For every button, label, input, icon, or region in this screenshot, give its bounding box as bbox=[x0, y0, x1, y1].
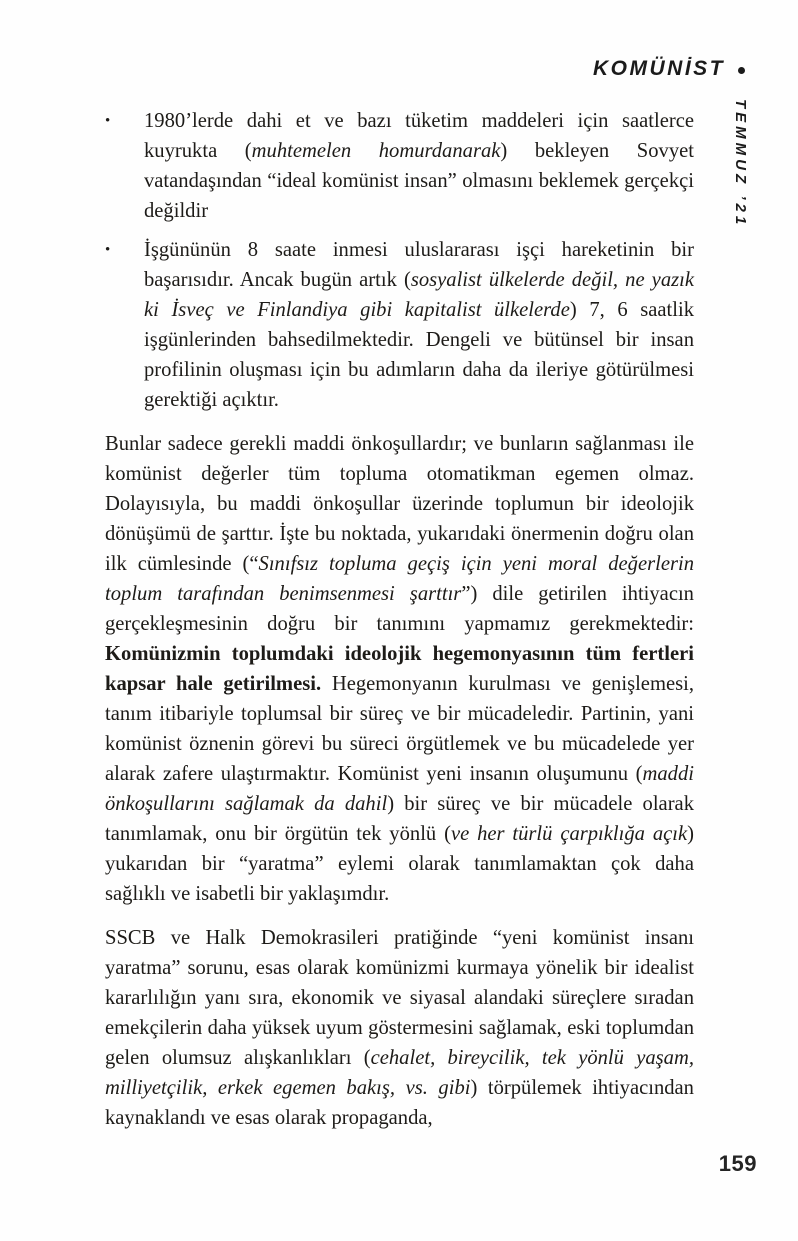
bullet-marker-icon: • bbox=[105, 113, 111, 129]
paragraph: Bunlar sadece gerekli maddi önkoşullardır; ve bunların sağlanması ile komünist değerler tüm topluma otomatikman egemen olmaz. Dolayısıyla, bu maddi önkoşullar üzerinde toplumun bir ideolojik dönüşümü de şarttır. İşte bu noktada, yukarıdaki önermenin doğru olan ilk cümlesinde (“Sınıfsız topluma geçiş için yeni moral değerlerin toplum tarafından benimsenmesi şarttır”) dile getirilen ihtiyacın gerçekleşmesinin doğru bir tanımını yapmamız gerekmektedir: Komünizmin toplumdaki ideolojik hegemonyasının tüm fertleri kapsar hale getirilmesi. Hegemonyanın kurulması ve genişlemesi, tanım itibariyle toplumsal bir süreç ve bir mücadeledir. Partinin, yani komünist öznenin görevi bu süreci örgütlemek ve bu mücadelede yer alarak zafere ulaştırmaktır. Komünist yeni insanın oluşumunu (maddi önkoşullarını sağlamak da dahil) bir süreç ve bir mücadele olarak tanımlamak, onu bir örgütün tek yönlü (ve her türlü çarpıklığa açık) yukarıdan bir “yaratma” eylemi olarak tanımlamaktan çok daha sağlıklı ve isabetli bir yaklaşımdır. bbox=[105, 433, 694, 905]
list-item-text: 1980’lerde dahi et ve bazı tüketim maddeleri için saatlerce kuyrukta (muhtemelen homurdanarak) bekleyen Sovyet vatandaşından “ideal komünist insan” olmasını beklemek gerçekçi değildir bbox=[144, 110, 694, 222]
list-item bbox=[105, 235, 694, 415]
bullet-marker-icon: • bbox=[105, 242, 111, 258]
list-item-text: İşgününün 8 saate inmesi uluslararası işçi hareketinin bir başarısıdır. Ancak bugün artık (sosyalist ülkelerde değil, ne yazık ki İsveç ve Finlandiya gibi kapitalist ülkelerde) 7, 6 saatlik işgünlerinden bahsedilmektedir. Dengeli ve bütünsel bir insan profilinin oluşması için bu adımların daha da ileriye götürülmesi gerektiği açıktır. bbox=[144, 239, 694, 411]
bullet-list bbox=[105, 106, 694, 415]
list-item bbox=[105, 106, 694, 226]
masthead bbox=[593, 57, 745, 81]
journal-title: KOMÜNİST bbox=[593, 57, 725, 80]
paragraph: SSCB ve Halk Demokrasileri pratiğinde “yeni komünist insanı yaratma” sorunu, esas olarak komünizmi kurmaya yönelik bir idealist kararlılığın yanı sıra, ekonomik ve siyasal alandaki süreçlere sıradan emekçilerin daha yüksek uyum göstermesini sağlamak, eski toplumdan gelen olumsuz alışkanlıkları (cehalet, bireycilik, tek yönlü yaşam, milliyetçilik, erkek egemen bakış, vs. gibi) törpülemek ihtiyacından kaynaklandı ve esas olarak propaganda, bbox=[105, 927, 695, 1129]
text-column bbox=[105, 106, 694, 1133]
page-number: 159 bbox=[718, 1151, 757, 1176]
bullet-dot-icon bbox=[738, 67, 745, 74]
issue-date-vertical: TEMMUZ ’21 bbox=[732, 99, 749, 229]
